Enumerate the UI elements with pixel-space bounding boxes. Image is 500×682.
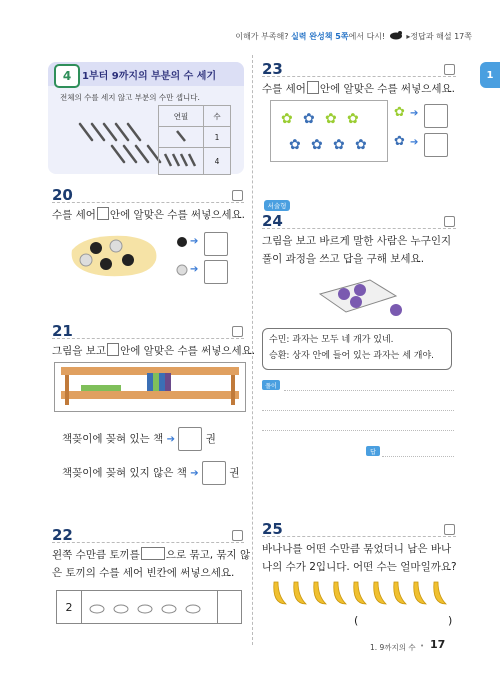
svg-text:✿: ✿ [311, 137, 323, 153]
essay-badge: 서술형 [264, 200, 290, 211]
rabbit-row [56, 590, 242, 624]
pencil-icon [72, 118, 162, 168]
svg-text:✿: ✿ [303, 111, 315, 127]
answer-box[interactable] [204, 260, 228, 284]
check-box[interactable] [444, 524, 455, 535]
answer-box[interactable] [424, 104, 448, 128]
check-box[interactable] [444, 216, 455, 227]
white-stone-icon [176, 264, 188, 276]
arrow-icon: ➔ [190, 264, 199, 275]
review-note: 이해가 부족해? 실력 완성책 5쪽에서 다시! ▸정답과 해설 17쪽 [235, 32, 472, 41]
page-number: 17 [430, 638, 446, 651]
question-text: 그림을 보고 바르게 말한 사람은 누구인지 풀이 과정을 쓰고 답을 구해 보세요. [262, 235, 452, 265]
svg-text:✿: ✿ [333, 137, 345, 153]
green-flower-icon: ✿ [394, 105, 405, 120]
answer-label: 답 [366, 446, 380, 456]
arrow-icon: ➔ [190, 236, 199, 247]
dot-separator: • [420, 642, 425, 650]
question-number: 20 [52, 186, 73, 204]
answer-line[interactable] [382, 456, 454, 457]
page-header [0, 0, 500, 46]
question-text: 수를 세어 안에 알맞은 수를 써넣으세요. [262, 83, 455, 95]
solution-label: 풀이 [262, 380, 280, 390]
chapter-label: 1. 9까지의 수 [370, 643, 416, 652]
pencil-icon [171, 129, 191, 143]
chapter-tab[interactable]: 1 [480, 62, 500, 88]
bananas-picture [270, 578, 456, 608]
bookshelf-picture [54, 362, 246, 412]
concept-number: 4 [54, 64, 80, 88]
off-shelf-line: 책꽂이에 꽂혀 있지 않은 책 ➔ 권 [62, 461, 240, 485]
given-number: 2 [57, 591, 82, 623]
question-text: 수를 세어 안에 알맞은 수를 써넣으세요. [52, 209, 245, 221]
answer-cell[interactable] [217, 591, 242, 623]
question-text: 그림을 보고 안에 알맞은 수를 써넣으세요. [52, 345, 256, 357]
question-number: 25 [262, 520, 283, 538]
question-number: 24 [262, 212, 283, 230]
count-table: 연필 수 1 4 [158, 105, 231, 175]
stones-picture [66, 232, 162, 280]
check-box[interactable] [232, 190, 243, 201]
question-text: 왼쪽 수만큼 토끼를 으로 묶고, 묶지 않 은 토끼의 수를 세어 빈칸에 써넣으세요. [52, 549, 251, 579]
concept-title: 1부터 9까지의 부분의 수 세기 [82, 71, 217, 82]
flowers-picture [270, 100, 388, 162]
svg-text:✿: ✿ [325, 111, 337, 127]
svg-text:✿: ✿ [347, 111, 359, 127]
mascot-icon [388, 30, 404, 40]
arrow-icon: ➔ [410, 137, 419, 148]
pencil-icon [162, 151, 200, 169]
cookie-box-picture [310, 274, 410, 318]
shelf-line: 책꽂이에 꽂혀 있는 책 ➔ 권 [62, 427, 216, 451]
answer-box[interactable] [204, 232, 228, 256]
blue-flower-icon: ✿ [394, 134, 405, 149]
question-number: 21 [52, 322, 73, 340]
concept-desc: 전체의 수를 세지 않고 부분의 수만 셉니다. [60, 93, 200, 102]
answer-box[interactable] [202, 461, 226, 485]
check-box[interactable] [232, 530, 243, 541]
svg-text:✿: ✿ [289, 137, 301, 153]
svg-text:✿: ✿ [281, 111, 293, 127]
check-box[interactable] [444, 64, 455, 75]
answer-box[interactable] [178, 427, 202, 451]
arrow-icon: ➔ [166, 434, 176, 445]
question-text: 바나나를 어떤 수만큼 묶었더니 남은 바나 나의 수가 2입니다. 어떤 수는 얼마일까요? [262, 543, 457, 573]
arrow-icon: ➔ [410, 108, 419, 119]
answer-blank[interactable] [372, 618, 442, 630]
check-box[interactable] [232, 326, 243, 337]
question-number: 22 [52, 526, 73, 544]
answer-box[interactable] [424, 133, 448, 157]
question-number: 23 [262, 60, 283, 78]
dialogue-box: 수민: 과자는 모두 네 개가 있네. 승환: 상자 안에 들어 있는 과자는 세 개야. [262, 328, 452, 370]
paren-open: ( [354, 614, 359, 627]
rabbit-icons [87, 599, 207, 615]
svg-text:✿: ✿ [355, 137, 367, 153]
arrow-icon: ➔ [190, 468, 199, 479]
paren-close: ) [448, 614, 453, 627]
black-stone-icon [176, 236, 188, 248]
